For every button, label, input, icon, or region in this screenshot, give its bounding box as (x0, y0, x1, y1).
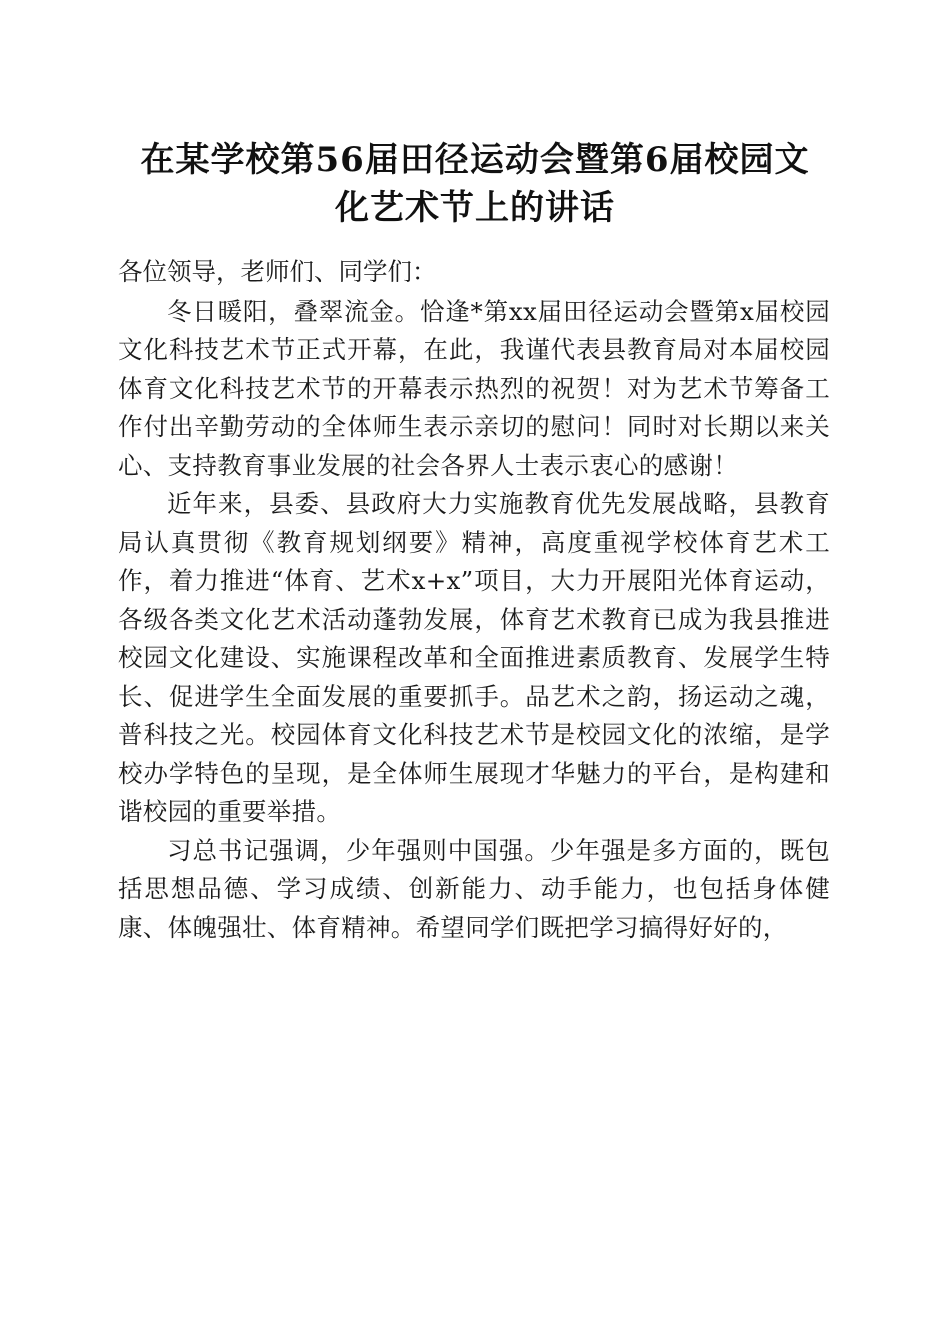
paragraph-opening: 冬日暖阳，叠翠流金。恰逢*第xx届田径运动会暨第x届校园文化科技艺术节正式开幕，在此，我谨代表县教育局对本届校园体育文化科技艺术节的开幕表示热烈的祝贺！对为艺术节筹备工作付出辛勤劳动的全体师生表示亲切的慰问！同时对长期以来关心、支持教育事业发展的社会各界人士表示衷心的感谢！ (118, 296, 830, 480)
paragraph-expectations: 习总书记强调，少年强则中国强。少年强是多方面的，既包括思想品德、学习成绩、创新能力、动手能力，也包括身体健康、体魄强壮、体育精神。希望同学们既把学习搞得好好的， (118, 835, 830, 942)
document-title (110, 136, 840, 232)
document-title-line-2: 化艺术节上的讲话 (335, 188, 615, 228)
document-title-line-1: 在某学校第56届田径运动会暨第6届校园文 (140, 140, 810, 180)
salutation: 各位领导，老师们、同学们： (118, 257, 437, 286)
paragraph-background: 近年来，县委、县政府大力实施教育优先发展战略，县教育局认真贯彻《教育规划纲要》精神，高度重视学校体育艺术工作，着力推进“体育、艺术x+x”项目，大力开展阳光体育运动，各级各类文化艺术活动蓬勃发展，体育艺术教育已成为我县推进校园文化建设、实施课程改革和全面推进素质教育、发展学生特长、促进学生全面发展的重要抓手。品艺术之韵，扬运动之魂，普科技之光。校园体育文化科技艺术节是校园文化的浓缩，是学校办学特色的呈现，是全体师生展现才华魅力的平台，是构建和谐校园的重要举措。 (118, 489, 830, 826)
document-body (118, 253, 830, 947)
